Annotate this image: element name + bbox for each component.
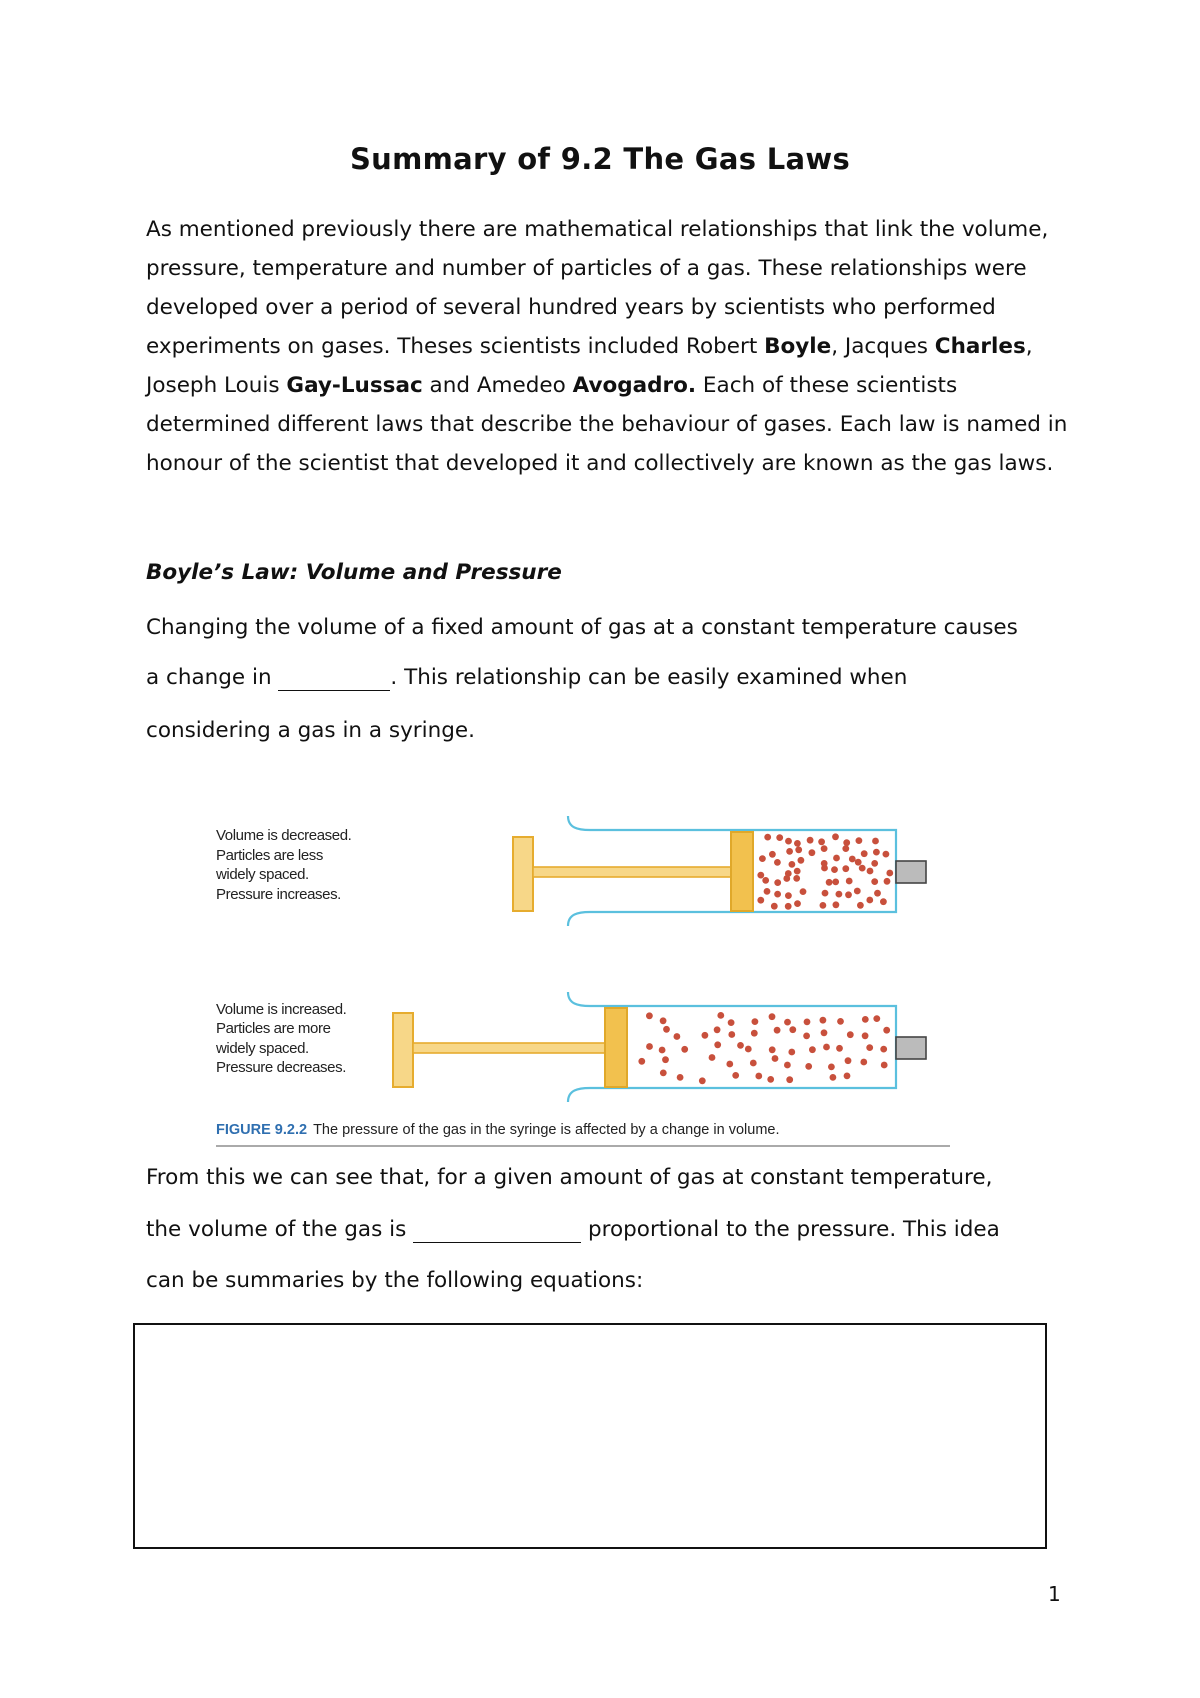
- syringe-nozzle: [896, 1037, 926, 1059]
- intro-text: , Jacques: [831, 334, 935, 359]
- gas-particle: [833, 855, 840, 862]
- gas-particle: [762, 877, 769, 884]
- gas-particle: [874, 890, 881, 897]
- gas-particle: [873, 1015, 880, 1022]
- intro-text: Each of these scientists determined different laws that describe the behaviour of gases. Each law is named in honour of the scientist that developed it and collectively are known as the gas laws.: [146, 373, 1068, 476]
- figure-caption: [216, 1122, 779, 1138]
- gas-particle: [832, 833, 839, 840]
- conclusion-line-1: From this we can see that, for a given amount of gas at constant temperature,: [146, 1165, 993, 1190]
- gas-particle: [714, 1026, 721, 1033]
- gas-particle: [883, 851, 890, 858]
- conclusion-line-3: can be summaries by the following equations:: [146, 1268, 644, 1293]
- gas-particle: [871, 860, 878, 867]
- gas-particle: [660, 1070, 667, 1077]
- top-caption-line: Volume is decreased.: [216, 827, 352, 844]
- fill-in-blank-1[interactable]: [278, 665, 390, 691]
- gas-particle: [837, 1018, 844, 1025]
- gas-particle: [764, 834, 771, 841]
- gas-particle: [862, 1032, 869, 1039]
- gas-particle: [867, 868, 874, 875]
- gas-particle: [789, 861, 796, 868]
- gas-particle: [807, 837, 814, 844]
- conclusion-line-2-pre: the volume of the gas is: [146, 1217, 414, 1242]
- gas-particle: [772, 1055, 779, 1062]
- plunger-handle: [393, 1013, 413, 1087]
- gas-particle: [757, 897, 764, 904]
- gas-particle: [674, 1033, 681, 1040]
- gas-particle: [823, 1044, 830, 1051]
- gas-particle: [726, 1061, 733, 1068]
- plunger-head: [731, 832, 753, 911]
- gas-particle: [659, 1047, 666, 1054]
- gas-particle: [663, 1026, 670, 1033]
- gas-particle: [855, 859, 862, 866]
- gas-particle: [804, 1019, 811, 1026]
- gas-particle: [832, 879, 839, 886]
- intro-text: and Amedeo: [422, 373, 573, 398]
- section-heading-boyle: Boyle’s Law: Volume and Pressure: [146, 560, 562, 585]
- gas-particle: [800, 888, 807, 895]
- equation-answer-box[interactable]: [133, 1323, 1047, 1549]
- gas-particle: [836, 891, 843, 898]
- gas-particle: [745, 1046, 752, 1053]
- gas-particle: [861, 850, 868, 857]
- gas-particle: [717, 1012, 724, 1019]
- gas-particle: [820, 1017, 827, 1024]
- scientist-boyle: Boyle: [764, 334, 832, 359]
- intro-text: , Joseph Louis: [146, 334, 1033, 398]
- gas-particle: [785, 838, 792, 845]
- top-caption-line: widely spaced.: [216, 866, 309, 883]
- gas-particle: [862, 1016, 869, 1023]
- gas-particle: [794, 900, 801, 907]
- gas-particle: [826, 879, 833, 886]
- gas-particle: [881, 1062, 888, 1069]
- figure-text: The pressure of the gas in the syringe is affected by a change in volume.: [313, 1122, 780, 1138]
- gas-particle: [769, 851, 776, 858]
- scientist-gay-lussac: Gay-Lussac: [286, 373, 423, 398]
- gas-particle: [786, 1076, 793, 1083]
- gas-particle: [774, 859, 781, 866]
- bottom-caption-line: Pressure decreases.: [216, 1059, 346, 1076]
- gas-particle: [854, 888, 861, 895]
- gas-particle: [830, 1074, 837, 1081]
- gas-particle: [818, 838, 825, 845]
- gas-particle: [859, 865, 866, 872]
- gas-particle: [880, 1046, 887, 1053]
- top-caption-line: Pressure increases.: [216, 886, 341, 903]
- syringe-nozzle: [896, 861, 926, 883]
- gas-particle: [845, 1057, 852, 1064]
- gas-particle: [752, 1018, 759, 1025]
- plunger-rod: [413, 1043, 625, 1053]
- gas-particle: [771, 903, 778, 910]
- gas-particle: [883, 1027, 890, 1034]
- conclusion-line-2: [146, 1217, 1000, 1243]
- gas-particle: [709, 1054, 716, 1061]
- gas-particle: [784, 1019, 791, 1026]
- figure-label: FIGURE 9.2.2: [216, 1122, 308, 1138]
- plunger-rod: [533, 867, 741, 877]
- gas-particle: [737, 1042, 744, 1049]
- gas-particle: [728, 1031, 735, 1038]
- gas-particle: [793, 875, 800, 882]
- gas-particle: [755, 1073, 762, 1080]
- gas-particle: [836, 1045, 843, 1052]
- scientist-avogadro: Avogadro.: [572, 373, 697, 398]
- gas-particle: [795, 846, 802, 853]
- gas-particle: [842, 865, 849, 872]
- gas-particle: [660, 1017, 667, 1024]
- gas-particle: [662, 1056, 669, 1063]
- syringe-compressed: [513, 816, 926, 926]
- gas-particle: [805, 1063, 812, 1070]
- plunger-head: [605, 1008, 627, 1087]
- gas-particle: [785, 903, 792, 910]
- gas-particle: [750, 1060, 757, 1067]
- gas-particle: [821, 865, 828, 872]
- gas-particle: [803, 1033, 810, 1040]
- boyle-line-2: [146, 665, 907, 691]
- boyle-line-3: considering a gas in a syringe.: [146, 718, 475, 743]
- top-caption-line: Particles are less: [216, 847, 324, 864]
- gas-particle: [769, 1046, 776, 1053]
- bottom-caption-line: Volume is increased.: [216, 1001, 347, 1018]
- gas-particle: [677, 1074, 684, 1081]
- gas-particle: [789, 1026, 796, 1033]
- gas-particle: [809, 1046, 816, 1053]
- gas-particle: [880, 898, 887, 905]
- syringe-figure: [210, 810, 960, 1150]
- syringe-expanded: [393, 992, 926, 1102]
- gas-particle: [774, 891, 781, 898]
- gas-particle: [886, 870, 893, 877]
- gas-particle: [842, 845, 849, 852]
- boyle-line-2-post: . This relationship can be easily examined when: [390, 665, 908, 690]
- gas-particle: [843, 839, 850, 846]
- gas-particle: [794, 868, 801, 875]
- gas-particle: [759, 855, 766, 862]
- gas-particle: [699, 1077, 706, 1084]
- gas-particle: [872, 838, 879, 845]
- gas-particle: [714, 1041, 721, 1048]
- gas-particle: [774, 1027, 781, 1034]
- boyle-line-1: Changing the volume of a fixed amount of gas at a constant temperature causes: [146, 615, 1018, 640]
- gas-particle: [794, 840, 801, 847]
- conclusion-line-2-post: proportional to the pressure. This idea: [581, 1217, 1000, 1242]
- gas-particle: [681, 1046, 688, 1053]
- gas-particle: [728, 1019, 735, 1026]
- gas-particle: [776, 834, 783, 841]
- gas-particle: [847, 1031, 854, 1038]
- fill-in-blank-2[interactable]: [413, 1217, 581, 1243]
- gas-particle: [786, 848, 793, 855]
- gas-particle: [866, 1044, 873, 1051]
- gas-particle: [820, 902, 827, 909]
- gas-particle: [831, 866, 838, 873]
- gas-particle: [788, 1049, 795, 1056]
- gas-particle: [866, 897, 873, 904]
- bottom-caption-line: widely spaced.: [216, 1040, 309, 1057]
- bottom-caption-line: Particles are more: [216, 1020, 331, 1037]
- gas-particle: [767, 1076, 774, 1083]
- gas-particle: [785, 892, 792, 899]
- gas-particle: [860, 1059, 867, 1066]
- gas-particle: [822, 890, 829, 897]
- gas-particle: [873, 849, 880, 856]
- gas-particle: [884, 878, 891, 885]
- gas-particle: [857, 902, 864, 909]
- gas-particle: [821, 845, 828, 852]
- gas-particle: [828, 1064, 835, 1071]
- gas-particle: [757, 872, 764, 879]
- gas-particles-spread: [638, 1012, 890, 1084]
- gas-particle: [845, 891, 852, 898]
- gas-particle: [769, 1013, 776, 1020]
- gas-particle: [856, 837, 863, 844]
- gas-particle: [833, 901, 840, 908]
- intro-paragraph: [146, 210, 1076, 483]
- gas-particle: [809, 849, 816, 856]
- gas-particle: [646, 1043, 653, 1050]
- gas-particle: [783, 875, 790, 882]
- gas-particle: [764, 888, 771, 895]
- gas-particles-dense: [757, 833, 893, 909]
- page-number: 1: [1048, 1582, 1061, 1606]
- gas-particle: [638, 1058, 645, 1065]
- gas-particle: [751, 1030, 758, 1037]
- page-title: Summary of 9.2 The Gas Laws: [349, 142, 851, 176]
- gas-particle: [821, 1029, 828, 1036]
- scientist-charles: Charles: [934, 334, 1026, 359]
- gas-particle: [702, 1032, 709, 1039]
- gas-particle: [646, 1012, 653, 1019]
- gas-particle: [784, 1062, 791, 1069]
- intro-text: As mentioned previously there are mathematical relationships that link the volume, pressure, temperature and number of particles of a gas. These relationships were developed over a period of several hundred years by scientists who performed experiments on gases. Theses scientists included Robert: [146, 217, 1049, 359]
- gas-particle: [871, 878, 878, 885]
- gas-particle: [844, 1073, 851, 1080]
- gas-particle: [732, 1072, 739, 1079]
- gas-particle: [798, 857, 805, 864]
- gas-particle: [846, 878, 853, 885]
- boyle-line-2-pre: a change in: [146, 665, 279, 690]
- gas-particle: [849, 856, 856, 863]
- plunger-handle: [513, 837, 533, 911]
- gas-particle: [774, 879, 781, 886]
